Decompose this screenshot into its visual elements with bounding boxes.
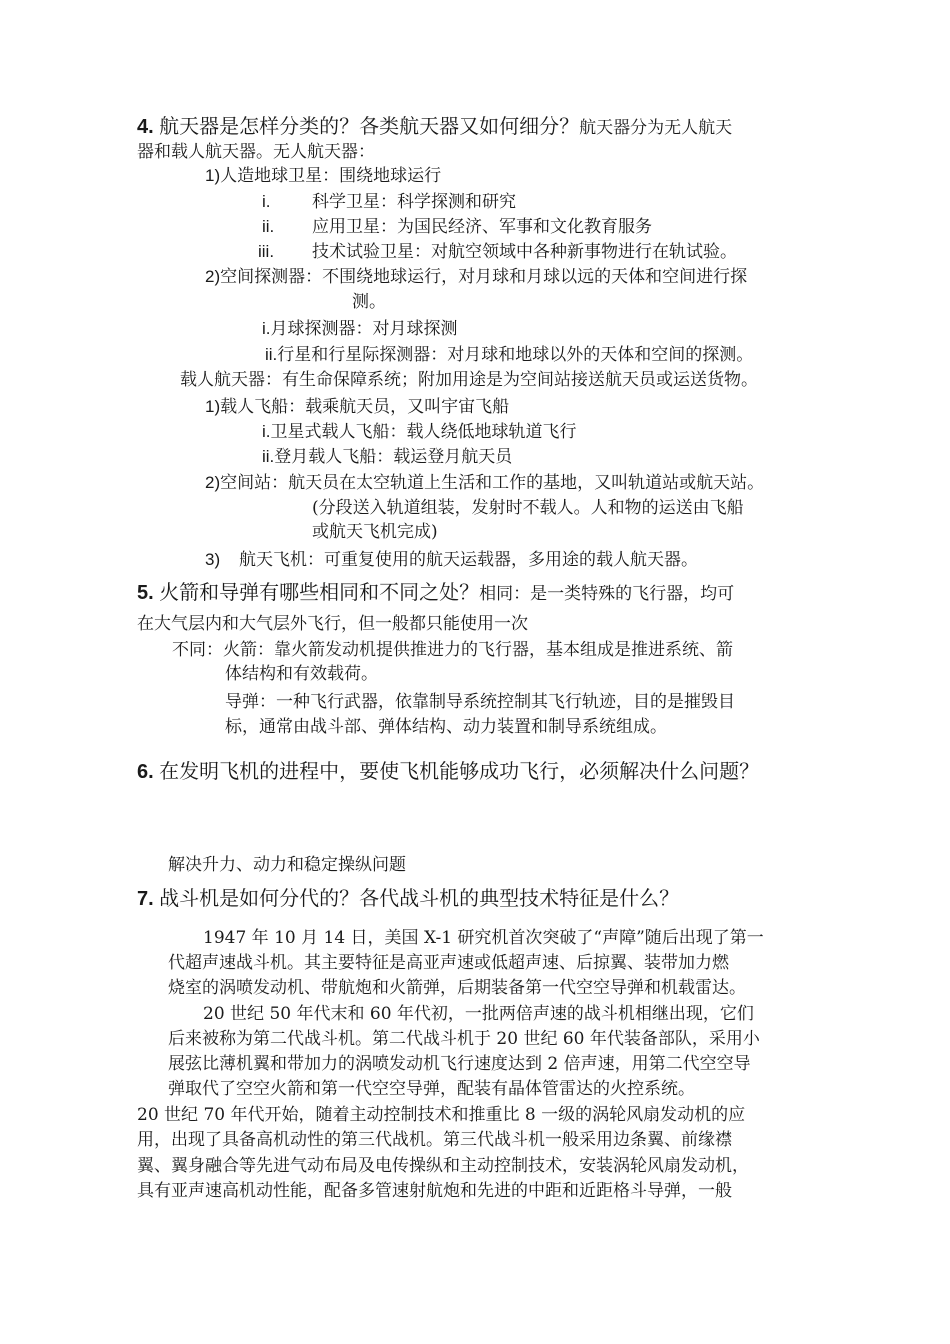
q5-heading: 火箭和导弹有哪些相同和不同之处？ bbox=[159, 580, 480, 604]
q7-number: 7. bbox=[137, 888, 154, 910]
list-item-text: 航天飞机：可重复使用的航天运载器，多用途的载人航天器。 bbox=[239, 550, 698, 570]
q7-para-line: 翼、翼身融合等先进气动布局及电传操纵和主动控制技术，安装涡轮风扇发动机， bbox=[137, 1156, 749, 1176]
q6-number: 6. bbox=[137, 761, 154, 783]
q7-para-line: 展弦比薄机翼和带加力的涡喷发动机飞行速度达到 2 倍声速，用第二代空空导 bbox=[168, 1054, 751, 1074]
q4-intro-line2: 器和载人航天器。无人航天器： bbox=[137, 142, 375, 162]
list-marker: ii. bbox=[262, 217, 275, 236]
list-marker: i. bbox=[262, 192, 271, 211]
q5-diff-line3: 导弹：一种飞行武器，依靠制导系统控制其飞行轨迹，目的是摧毁目 bbox=[225, 692, 735, 712]
q7-para-line: 烧室的涡喷发动机、带航炮和火箭弹，后期装备第一代空空导弹和机载雷达。 bbox=[168, 978, 746, 998]
list-marker: 1) bbox=[205, 397, 221, 416]
q4-unmanned-sub-3 bbox=[258, 240, 737, 264]
list-marker: 2) bbox=[205, 473, 221, 492]
q7-para-line: 后来被称为第二代战斗机。第二代战斗机于 20 世纪 60 年代装备部队，采用小 bbox=[168, 1029, 760, 1049]
q4-unmanned-sub2-2 bbox=[265, 343, 753, 367]
q4-manned-item3 bbox=[205, 548, 698, 572]
list-item-text: 技术试验卫星：对航空领域中各种新事物进行在轨试验。 bbox=[312, 242, 737, 262]
q5-same-line2: 在大气层内和大气层外飞行，但一般都只能使用一次 bbox=[137, 614, 528, 634]
list-marker: i. bbox=[262, 422, 271, 441]
list-marker: i. bbox=[262, 319, 271, 338]
list-item-text: 登月载人飞船：载运登月航天员 bbox=[274, 447, 513, 467]
q4-unmanned-item2 bbox=[205, 265, 747, 289]
list-marker: ii. bbox=[265, 345, 278, 364]
q5-line1 bbox=[137, 578, 734, 607]
q7-para-line: 20 世纪 50 年代末和 60 年代初，一批两倍声速的战斗机相继出现，它们 bbox=[203, 1004, 754, 1024]
q4-unmanned-sub2-1 bbox=[262, 317, 458, 341]
list-marker: 3) bbox=[205, 550, 221, 569]
q4-manned-item2-cont2: 或航天飞机完成) bbox=[312, 522, 438, 542]
q5-diff-line1: 不同：火箭：靠火箭发动机提供推进力的飞行器，基本组成是推进系统、箭 bbox=[172, 640, 733, 660]
q7-para-line: 具有亚声速高机动性能，配备多管速射航炮和先进的中距和近距格斗导弹，一般 bbox=[137, 1181, 732, 1201]
list-item-text: 科学卫星：科学探测和研究 bbox=[312, 192, 516, 212]
q5-diff-line4: 标，通常由战斗部、弹体结构、动力装置和制导系统组成。 bbox=[225, 717, 667, 737]
q6-answer: 解决升力、动力和稳定操纵问题 bbox=[168, 855, 406, 875]
q6-heading: 在发明飞机的进程中，要使飞机能够成功飞行，必须解决什么问题？ bbox=[159, 759, 760, 783]
q5-number: 5. bbox=[137, 582, 154, 604]
q4-intro-tail: 航天器分为无人航天 bbox=[579, 118, 733, 138]
q4-unmanned-sub-1 bbox=[262, 190, 516, 214]
list-item-text: 人造地球卫星：围绕地球运行 bbox=[220, 166, 442, 186]
q7-para-line: 用，出现了具备高机动性的第三代战机。第三代战斗机一般采用边条翼、前缘襟 bbox=[137, 1130, 732, 1150]
q7-para-line: 代超声速战斗机。其主要特征是高亚声速或低超声速、后掠翼、装带加力燃 bbox=[168, 953, 729, 973]
list-item-text: 应用卫星：为国民经济、军事和文化教育服务 bbox=[312, 217, 652, 237]
q4-unmanned-sub-2 bbox=[262, 215, 652, 239]
q4-manned-sub-1 bbox=[262, 420, 577, 444]
list-item-text: 空间站：航天员在太空轨道上生活和工作的基地，又叫轨道站或航天站。 bbox=[220, 473, 765, 493]
q7-heading: 战斗机是如何分代的？各代战斗机的典型技术特征是什么？ bbox=[159, 886, 680, 910]
q4-manned-sub-2 bbox=[262, 445, 512, 469]
list-item-text: 行星和行星际探测器：对月球和地球以外的天体和空间的探测。 bbox=[277, 345, 754, 365]
q4-line1 bbox=[137, 112, 732, 141]
q7-para-line: 1947 年 10 月 14 日，美国 X-1 研究机首次突破了“声障”随后出现了第一 bbox=[203, 928, 764, 948]
q7-para-line: 弹取代了空空火箭和第一代空空导弹，配装有晶体管雷达的火控系统。 bbox=[168, 1079, 695, 1099]
list-item-text: 空间探测器：不围绕地球运行，对月球和月球以远的天体和空间进行探 bbox=[220, 267, 748, 287]
list-marker: iii. bbox=[258, 242, 275, 261]
q6-line1 bbox=[137, 757, 759, 786]
q4-number: 4. bbox=[137, 116, 154, 138]
q7-para-line: 20 世纪 70 年代开始，随着主动控制技术和推重比 8 一级的涡轮风扇发动机的应 bbox=[137, 1105, 746, 1125]
q5-same-tail: 相同：是一类特殊的飞行器，均可 bbox=[479, 584, 735, 604]
q4-manned-item1 bbox=[205, 395, 509, 419]
list-item-text: 卫星式载人飞船：载人绕低地球轨道飞行 bbox=[270, 422, 577, 442]
list-marker: ii. bbox=[262, 447, 275, 466]
q4-manned-intro: 载人航天器：有生命保障系统；附加用途是为空间站接送航天员或运送货物。 bbox=[180, 370, 758, 390]
q4-unmanned-item1 bbox=[205, 164, 441, 188]
q4-heading: 航天器是怎样分类的？各类航天器又如何细分？ bbox=[159, 114, 580, 138]
q4-unmanned-item2-cont: 测。 bbox=[352, 292, 386, 312]
list-item-text: 月球探测器：对月球探测 bbox=[270, 319, 458, 339]
q4-manned-item2-cont1: (分段送入轨道组装，发射时不载人。人和物的运送由飞船 bbox=[312, 498, 744, 518]
q7-line1 bbox=[137, 884, 679, 913]
q5-diff-line2: 体结构和有效载荷。 bbox=[225, 664, 378, 684]
list-item-text: 载人飞船：载乘航天员，又叫宇宙飞船 bbox=[220, 397, 510, 417]
list-marker: 2) bbox=[205, 267, 221, 286]
q4-manned-item2 bbox=[205, 471, 764, 495]
list-marker: 1) bbox=[205, 166, 221, 185]
